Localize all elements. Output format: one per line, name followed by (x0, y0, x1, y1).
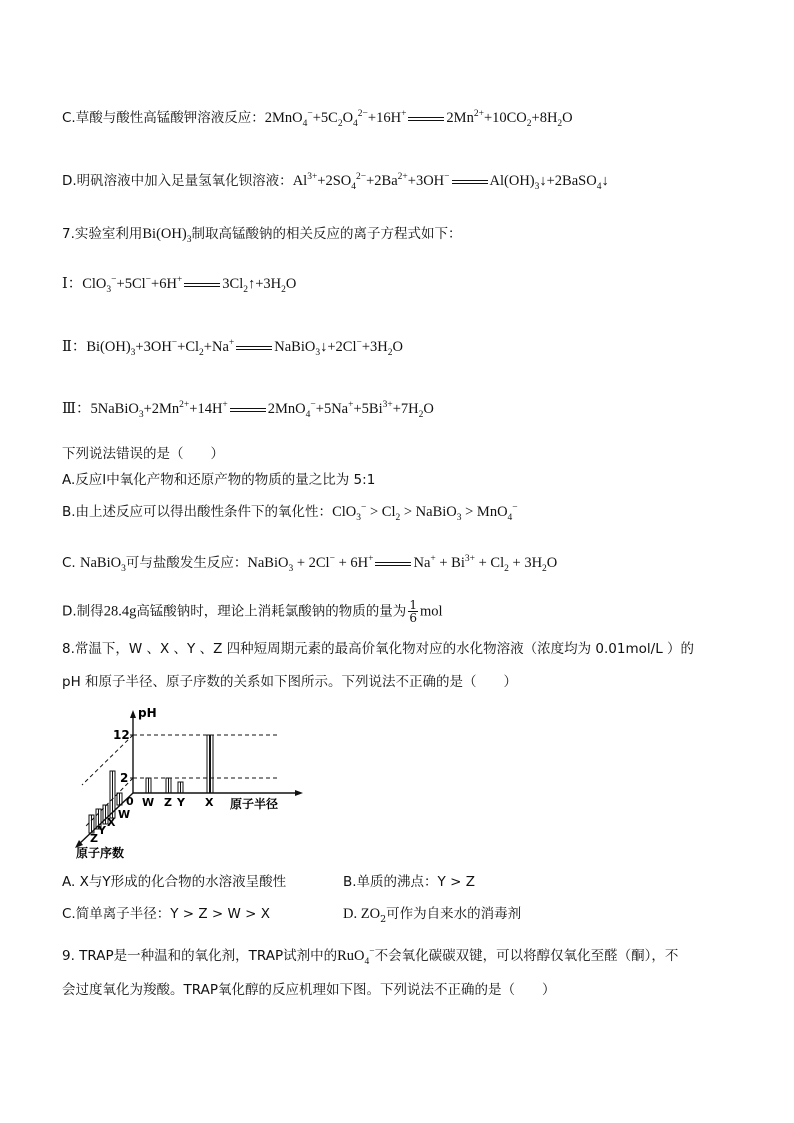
q8-stem-line1: 8.常温下，W 、X 、Y 、Z 四种短周期元素的最高价氧化物对应的水化物溶液（浓度均为 0.01mol/L ）的 (62, 641, 695, 657)
q7-option-b: B.由上述反应可以得出酸性条件下的氧化性：$ClO_3^- > Cl_2$ > NaBiO$_3$ > MnO$_4$− (62, 503, 518, 523)
z-axis-label: 原子序数 (76, 846, 125, 860)
q8-option-d: D. $ZO_2$可作为自来水的消毒剂 (343, 906, 522, 925)
q7-reaction-3: Ⅲ：$5NaBiO_3+2Mn^{2+}+14H^+$ $2MnO_4^-+5Na^++5Bi^{3+}+7H_2O$ (62, 400, 434, 420)
q7-option-d: D.制得28.4g高锰酸钠时，理论上消耗氯酸钠的物质的量为 $\frac{1}{6}$ mol (62, 598, 443, 625)
q8-option-c: C.简单离子半径：Y > Z > W > X (62, 906, 270, 922)
q7-stem: 7.实验室利用$Bi(OH)_3$制取高锰酸钠的相关反应的离子方程式如下： (62, 226, 462, 245)
x-label-w: W (142, 796, 155, 809)
x-label-x: X (205, 796, 214, 809)
q8-stem-line2: pH 和原子半径、原子序数的关系如下图所示。下列说法不正确的是（ ） (62, 674, 518, 690)
q8-option-a: A. X与Y形成的化合物的水溶液呈酸性 (62, 874, 287, 890)
x-label-y: Y (177, 796, 185, 809)
x-label-z: Z (164, 796, 172, 809)
equals-sign (373, 560, 413, 568)
equals-sign (406, 115, 446, 123)
x-axis-label: 原子半径 (230, 797, 279, 811)
q7-option-a: A.反应Ⅰ中氧化产物和还原产物的物质的量之比为 5:1 (62, 472, 376, 488)
origin-label: 0 (126, 795, 134, 808)
z-label-w: W (118, 808, 131, 821)
q7-option-c: C. NaBiO$_3$可与盐酸发生反应：NaBiO$_3$ + 2Cl− + 6H+ $Na^+ + Bi^{3+} + Cl_2 + 3H_2O$ (62, 554, 558, 574)
q7-question: 下列说法错误的是（ ） (62, 446, 224, 462)
fraction: $\frac{1}{6}$ (409, 598, 417, 625)
z-label-x: X (107, 816, 116, 829)
q9-stem-line2: 会过度氧化为羧酸。TRAP氧化醇的反应机理如下图。下列说法不正确的是（ ） (62, 982, 556, 998)
z-label-z: Z (90, 832, 98, 845)
q8-option-b: B.单质的沸点：Y > Z (343, 874, 475, 890)
y-tick-12: 12 (113, 728, 130, 742)
q6-option-d: D.明矾溶液中加入足量氢氧化钡溶液：$Al^{3+}+2SO_4^{2-}+2Ba^{2+}+3OH^-$ $Al(OH)_3↓+2BaSO_4↓$ (62, 172, 609, 192)
z-label-y: Y (98, 824, 106, 837)
q7-reaction-1: Ⅰ：ClO$_3$−+5Cl−+6H+ $3Cl_2↑+3H_2O$ (62, 275, 297, 295)
q7-reaction-2: Ⅱ：$Bi(OH)_3+3OH^-+Cl_2+Na^+$ $NaBiO_3↓+2Cl^-+3H_2O$ (62, 338, 403, 358)
equals-sign (450, 178, 490, 186)
y-tick-2: 2 (120, 771, 129, 785)
y-axis-label: pH (138, 706, 157, 720)
equals-sign (228, 406, 268, 414)
q8-diagram (70, 705, 310, 865)
q9-stem-line1: 9. TRAP是一种温和的氧化剂，TRAP试剂中的RuO$_4$−不会氧化碳碳双键，可以将醇仅氧化至醛（酮），不 (62, 947, 679, 967)
equals-sign (182, 281, 222, 289)
q6-option-c: C.草酸与酸性高锰酸钾溶液反应：$2MnO_4^-+5C_2O_4^{2-}+16H^+$ $2Mn^{2+}+10CO_2+8H_2O$ (62, 109, 573, 129)
equals-sign (234, 344, 274, 352)
